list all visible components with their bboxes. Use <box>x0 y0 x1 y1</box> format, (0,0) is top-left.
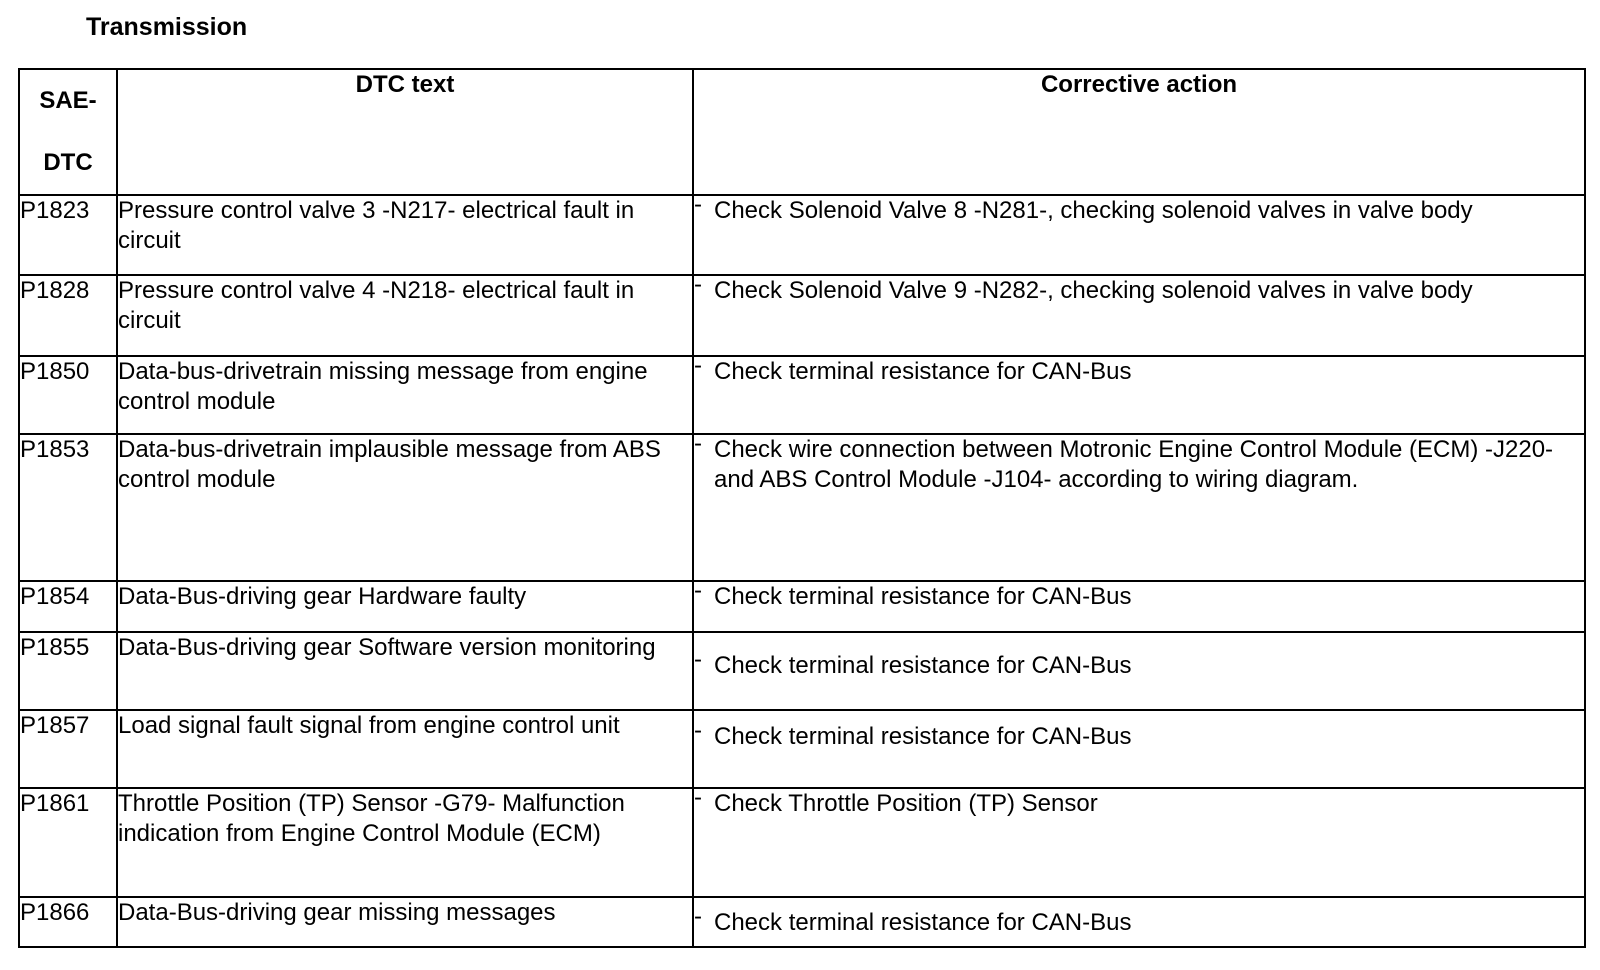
dtc-code-cell: P1857 <box>19 710 117 788</box>
table-row <box>19 788 1585 897</box>
dtc-text-cell: Data-bus-drivetrain missing message from engine control module <box>117 356 693 434</box>
column-header-corrective-action: Corrective action <box>693 69 1585 195</box>
dtc-text-cell: Data-bus-drivetrain implausible message from ABS control module <box>117 434 693 581</box>
dtc-text-cell: Data-Bus-driving gear Hardware faulty <box>117 581 693 632</box>
corrective-action-cell <box>693 191 1585 275</box>
corrective-action-text: Check terminal resistance for CAN-Bus <box>714 583 1132 610</box>
dash-bullet: - <box>694 191 702 218</box>
corrective-action-text: Check terminal resistance for CAN-Bus <box>714 358 1132 385</box>
corrective-action-cell <box>693 897 1585 947</box>
corrective-action-cell <box>693 271 1585 356</box>
column-header-sae-dtc <box>19 69 117 195</box>
dash-bullet: - <box>694 784 702 811</box>
corrective-action-text: Check Throttle Position (TP) Sensor <box>714 790 1098 817</box>
table-header-row <box>19 69 1585 195</box>
dtc-text-cell: Load signal fault signal from engine control unit <box>117 710 693 788</box>
corrective-action-cell <box>693 632 1585 710</box>
table-row <box>19 581 1585 632</box>
corrective-action-cell <box>693 352 1585 434</box>
corrective-action-cell <box>693 710 1585 788</box>
dtc-code-cell: P1823 <box>19 195 117 275</box>
dash-bullet: - <box>694 903 702 930</box>
corrective-action-cell <box>693 430 1585 581</box>
dtc-table <box>18 68 1586 948</box>
dtc-text-cell: Data-Bus-driving gear missing messages <box>117 897 693 947</box>
dtc-code-cell: P1866 <box>19 897 117 947</box>
corrective-action-text: Check terminal resistance for CAN-Bus <box>714 909 1132 936</box>
dash-bullet: - <box>694 717 702 744</box>
column-header-sae-dtc-line2: DTC <box>43 149 93 176</box>
dtc-text-cell: Pressure control valve 4 -N218- electrical fault in circuit <box>117 275 693 356</box>
dtc-code-cell: P1853 <box>19 434 117 581</box>
dtc-code-cell: P1850 <box>19 356 117 434</box>
column-header-dtc-text: DTC text <box>117 69 693 195</box>
dash-bullet: - <box>694 646 702 673</box>
dtc-code-cell: P1855 <box>19 632 117 710</box>
corrective-action-cell <box>693 784 1585 897</box>
dash-bullet: - <box>694 271 702 298</box>
corrective-action-text: Check Solenoid Valve 9 -N282-, checking solenoid valves in valve body <box>714 277 1473 304</box>
table-row <box>19 710 1585 788</box>
corrective-action-cell <box>693 577 1585 632</box>
dtc-text-cell: Pressure control valve 3 -N217- electrical fault in circuit <box>117 195 693 275</box>
section-title: Transmission <box>86 13 248 41</box>
dash-bullet: - <box>694 430 702 457</box>
dtc-text-cell: Throttle Position (TP) Sensor -G79- Malfunction indication from Engine Control Module (ECM) <box>117 788 693 897</box>
table-row <box>19 195 1585 275</box>
dtc-text-cell: Data-Bus-driving gear Software version monitoring <box>117 632 693 710</box>
table-row <box>19 897 1585 947</box>
corrective-action-text: Check terminal resistance for CAN-Bus <box>714 723 1132 750</box>
table-row <box>19 434 1585 581</box>
corrective-action-text: Check wire connection between Motronic Engine Control Module (ECM) -J220- and ABS Control Module -J104- according to wiring diagram. <box>714 436 1554 493</box>
table-row <box>19 356 1585 434</box>
table-row <box>19 632 1585 710</box>
dash-bullet: - <box>694 352 702 379</box>
corrective-action-text: Check terminal resistance for CAN-Bus <box>714 652 1132 679</box>
dtc-code-cell: P1854 <box>19 581 117 632</box>
corrective-action-text: Check Solenoid Valve 8 -N281-, checking solenoid valves in valve body <box>714 197 1473 224</box>
dash-bullet: - <box>694 577 702 604</box>
dtc-code-cell: P1828 <box>19 275 117 356</box>
dtc-code-cell: P1861 <box>19 788 117 897</box>
column-header-sae-dtc-line1: SAE- <box>39 87 97 114</box>
table-row <box>19 275 1585 356</box>
